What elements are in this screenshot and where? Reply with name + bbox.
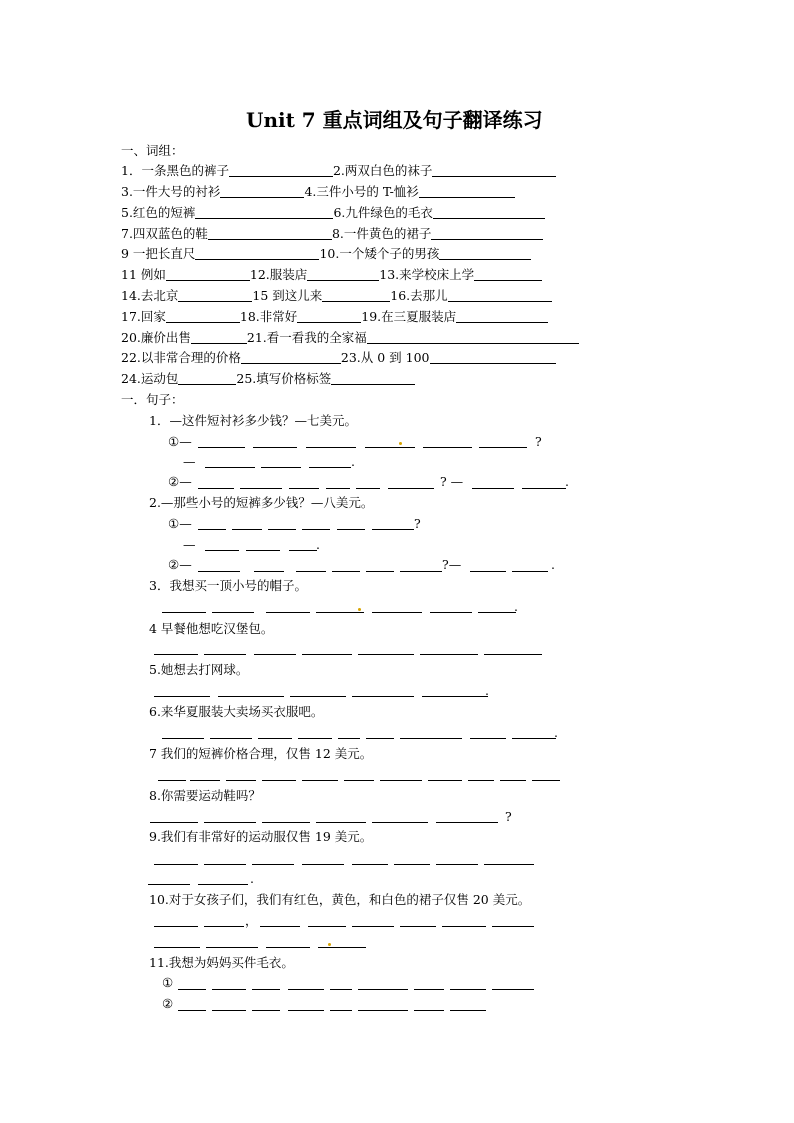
answer-line[interactable] [298,738,332,739]
phrase-18: 18.非常好 [239,309,298,324]
answer-line[interactable] [148,884,190,885]
answer-line[interactable] [260,926,300,927]
answer-line[interactable] [290,696,346,697]
sentence-10: 10.对于女孩子们，我们有红色，黄色，和白色的裙子仅售 20 美元。 [149,892,531,907]
answer-line[interactable] [252,989,280,990]
answer-line[interactable] [484,864,534,865]
answer-blank[interactable] [322,289,390,302]
phrase-5: 5.红色的短裤 [121,205,196,220]
answer-line[interactable] [337,529,365,530]
answer-line[interactable] [372,529,414,530]
answer-blank[interactable] [430,351,556,364]
phrase-1: 1．一条黑色的裤子 [121,163,229,178]
answer-line[interactable] [205,467,255,468]
option-marker: ①— [168,434,192,449]
answer-line[interactable] [316,612,364,613]
answer-line[interactable] [352,926,394,927]
answer-line[interactable] [254,571,284,572]
yellow-dot-icon [399,442,402,445]
phrase-23: 23.从 0 到 100 [340,350,430,365]
answer-line[interactable] [532,780,560,781]
answer-blank[interactable] [439,247,531,260]
phrase-16: 16.去那儿 [390,288,448,303]
answer-line[interactable] [400,738,462,739]
answer-line[interactable] [388,488,434,489]
answer-line[interactable] [372,612,422,613]
answer-line[interactable] [430,612,472,613]
phrase-row-7 [121,288,552,304]
answer-line[interactable] [302,529,330,530]
answer-line[interactable] [204,822,256,823]
phrase-9: 9 一把长直尺 [121,246,196,261]
answer-line[interactable] [253,447,297,448]
phrase-21: 21.看一看我的全家福 [246,330,367,345]
question-mark: ? [535,434,542,449]
answer-line[interactable] [204,864,246,865]
answer-line[interactable] [400,926,436,927]
answer-blank[interactable] [432,164,556,177]
answer-line[interactable] [258,738,292,739]
answer-line[interactable] [289,550,317,551]
answer-line[interactable] [190,780,220,781]
phrase-row-10 [121,350,556,366]
answer-line[interactable] [358,654,414,655]
answer-line[interactable] [330,989,352,990]
answer-line[interactable] [470,571,506,572]
answer-line[interactable] [332,571,360,572]
phrase-2: 2.两双白色的袜子 [332,163,433,178]
answer-line[interactable] [198,571,240,572]
period-mark: . [351,454,355,469]
phrase-7: 7.四双蓝色的鞋 [121,226,208,241]
sentence-11: 11.我想为妈妈买件毛衣。 [149,955,294,970]
answer-blank[interactable] [191,331,247,344]
answer-line[interactable] [372,822,428,823]
answer-line[interactable] [212,989,246,990]
answer-line[interactable] [306,447,356,448]
phrase-row-4 [121,226,543,242]
answer-line[interactable] [252,1010,280,1011]
answer-line[interactable] [422,696,488,697]
answer-blank[interactable] [229,164,333,177]
dash-marker: — [183,537,196,552]
phrase-row-11 [121,371,415,387]
answer-line[interactable] [414,989,444,990]
answer-line[interactable] [288,989,324,990]
phrase-row-5 [121,246,531,262]
period-mark: . [514,599,518,614]
answer-blank[interactable] [331,372,415,385]
phrase-19: 19.在三夏服装店 [361,309,457,324]
answer-blank[interactable] [166,310,240,323]
option-marker: ① [162,975,174,990]
vocab-heading: 一、词组： [121,143,184,158]
answer-blank[interactable] [220,185,304,198]
answer-blank[interactable] [178,372,236,385]
answer-blank[interactable] [297,310,361,323]
answer-line[interactable] [318,947,366,948]
answer-line[interactable] [162,612,206,613]
answer-line[interactable] [428,780,462,781]
answer-line[interactable] [154,926,198,927]
phrase-8: 8.一件黄色的裙子 [331,226,432,241]
phrase-13: 13.来学校床上学 [379,267,475,282]
answer-line[interactable] [212,612,254,613]
answer-line[interactable] [206,947,258,948]
answer-line[interactable] [492,926,534,927]
answer-line[interactable] [352,864,388,865]
answer-blank[interactable] [448,289,552,302]
answer-blank[interactable] [307,268,379,281]
answer-line[interactable] [400,571,442,572]
answer-line[interactable] [394,864,430,865]
answer-line[interactable] [414,1010,444,1011]
answer-line[interactable] [380,780,422,781]
answer-line[interactable] [470,738,506,739]
sentence-5: 5.她想去打网球。 [149,662,249,677]
answer-blank[interactable] [367,331,579,344]
sentence-3: 3．我想买一顶小号的帽子。 [149,578,307,593]
answer-line[interactable] [205,550,239,551]
answer-line[interactable] [254,654,296,655]
option-marker: ②— [168,474,192,489]
answer-line[interactable] [204,654,246,655]
answer-line[interactable] [344,780,374,781]
phrase-row-1 [121,163,556,179]
worksheet-title: Unit 7 重点词组及句子翻译练习 [246,108,543,132]
phrase-row-8 [121,309,548,325]
answer-line[interactable] [512,571,548,572]
answer-blank[interactable] [431,227,543,240]
answer-line[interactable] [226,780,256,781]
answer-blank[interactable] [241,351,341,364]
answer-line[interactable] [266,612,310,613]
comma-mark: ， [245,913,258,928]
answer-line[interactable] [240,488,282,489]
answer-line[interactable] [252,864,294,865]
answer-blank[interactable] [178,289,252,302]
phrase-12: 12.服装店 [249,267,308,282]
answer-line[interactable] [366,738,394,739]
answer-line[interactable] [218,696,284,697]
answer-line[interactable] [288,1010,324,1011]
answer-line[interactable] [330,1010,352,1011]
answer-line[interactable] [262,822,310,823]
answer-line[interactable] [358,1010,408,1011]
phrase-20: 20.廉价出售 [121,330,191,345]
answer-line[interactable] [420,654,478,655]
phrase-22: 22.以非常合理的价格 [121,350,241,365]
answer-line[interactable] [366,571,394,572]
phrase-3: 3.一件大号的衬衫 [121,184,221,199]
option-marker: ② [162,996,174,1011]
answer-line[interactable] [302,654,352,655]
answer-line[interactable] [436,822,498,823]
answer-line[interactable] [162,738,204,739]
answer-line[interactable] [154,947,200,948]
phrase-17: 17.回家 [121,309,166,324]
yellow-dot-icon [328,943,331,946]
sentence-6: 6.来华夏服装大卖场买衣服吧。 [149,704,324,719]
answer-line[interactable] [442,926,486,927]
answer-line[interactable] [198,488,234,489]
option-marker: ②— [168,557,192,572]
question-dash: ?— [442,557,462,572]
question-mark: ? [414,516,421,531]
sentence-4: 4 早餐他想吃汉堡包。 [149,621,274,636]
answer-line[interactable] [261,467,301,468]
answer-line[interactable] [204,926,244,927]
question-dash: ? — [440,474,464,489]
answer-line[interactable] [308,926,346,927]
period-mark: . [316,537,320,552]
phrase-15: 15 到这儿来 [252,288,323,303]
answer-blank[interactable] [208,227,332,240]
answer-line[interactable] [178,989,206,990]
answer-line[interactable] [198,529,226,530]
answer-blank[interactable] [474,268,542,281]
answer-line[interactable] [436,864,478,865]
dash-marker: — [183,454,196,469]
phrase-row-9 [121,330,579,346]
answer-line[interactable] [468,780,494,781]
answer-line[interactable] [289,488,319,489]
answer-line[interactable] [302,864,344,865]
answer-line[interactable] [492,989,534,990]
answer-line[interactable] [178,1010,206,1011]
phrase-row-6 [121,267,542,283]
answer-line[interactable] [158,780,186,781]
phrase-6: 6.九件绿色的毛衣 [333,205,433,220]
answer-line[interactable] [266,947,310,948]
question-mark: ? [505,809,512,824]
period-mark: . [551,557,555,572]
answer-line[interactable] [479,447,527,448]
answer-line[interactable] [472,488,514,489]
period-mark: . [554,725,558,740]
answer-blank[interactable] [195,247,319,260]
answer-line[interactable] [246,550,280,551]
answer-line[interactable] [338,738,360,739]
answer-line[interactable] [450,989,486,990]
answer-line[interactable] [484,654,542,655]
answer-line[interactable] [309,467,351,468]
answer-line[interactable] [262,780,296,781]
sentence-9: 9.我们有非常好的运动服仅售 19 美元。 [149,829,373,844]
answer-line[interactable] [352,696,414,697]
sentence-7: 7 我们的短裤价格合理，仅售 12 美元。 [149,746,373,761]
sentence-8: 8.你需要运动鞋吗？ [149,788,261,803]
answer-line[interactable] [210,738,252,739]
answer-line[interactable] [198,447,245,448]
answer-line[interactable] [302,780,338,781]
sentence-2: 2.—那些小号的短裤多少钱？—八美元。 [149,495,374,510]
answer-line[interactable] [154,654,198,655]
answer-line[interactable] [154,864,198,865]
answer-line[interactable] [500,780,526,781]
answer-line[interactable] [365,447,415,448]
answer-blank[interactable] [419,185,515,198]
period-mark: . [485,683,489,698]
answer-line[interactable] [326,488,350,489]
phrase-14: 14.去北京 [121,288,179,303]
answer-blank[interactable] [195,206,333,219]
answer-line[interactable] [212,1010,246,1011]
phrase-4: 4.三件小号的 T-恤衫 [304,184,419,199]
phrase-10: 10.一个矮个子的男孩 [319,246,440,261]
answer-line[interactable] [478,612,516,613]
sentence-1: 1．—这件短衬衫多少钱？—七美元。 [149,413,357,428]
answer-line[interactable] [450,1010,486,1011]
answer-blank[interactable] [166,268,250,281]
answer-line[interactable] [198,884,248,885]
period-mark: . [250,871,254,886]
yellow-dot-icon [358,608,361,611]
answer-line[interactable] [423,447,472,448]
answer-line[interactable] [150,822,198,823]
answer-line[interactable] [512,738,556,739]
option-marker: ①— [168,516,192,531]
phrase-row-3 [121,205,545,221]
answer-line[interactable] [296,571,326,572]
answer-line[interactable] [232,529,262,530]
answer-line[interactable] [358,989,408,990]
phrase-11: 11 例如 [121,267,166,282]
answer-line[interactable] [356,488,380,489]
answer-line[interactable] [154,696,210,697]
answer-line[interactable] [316,822,366,823]
answer-blank[interactable] [456,310,548,323]
answer-line[interactable] [268,529,296,530]
sentence-heading: 一．句子： [121,392,184,407]
phrase-25: 25.填写价格标签 [236,371,332,386]
phrase-row-2 [121,184,515,200]
answer-blank[interactable] [433,206,545,219]
phrase-24: 24.运动包 [121,371,179,386]
answer-line[interactable] [522,488,566,489]
period-mark: . [565,474,569,489]
